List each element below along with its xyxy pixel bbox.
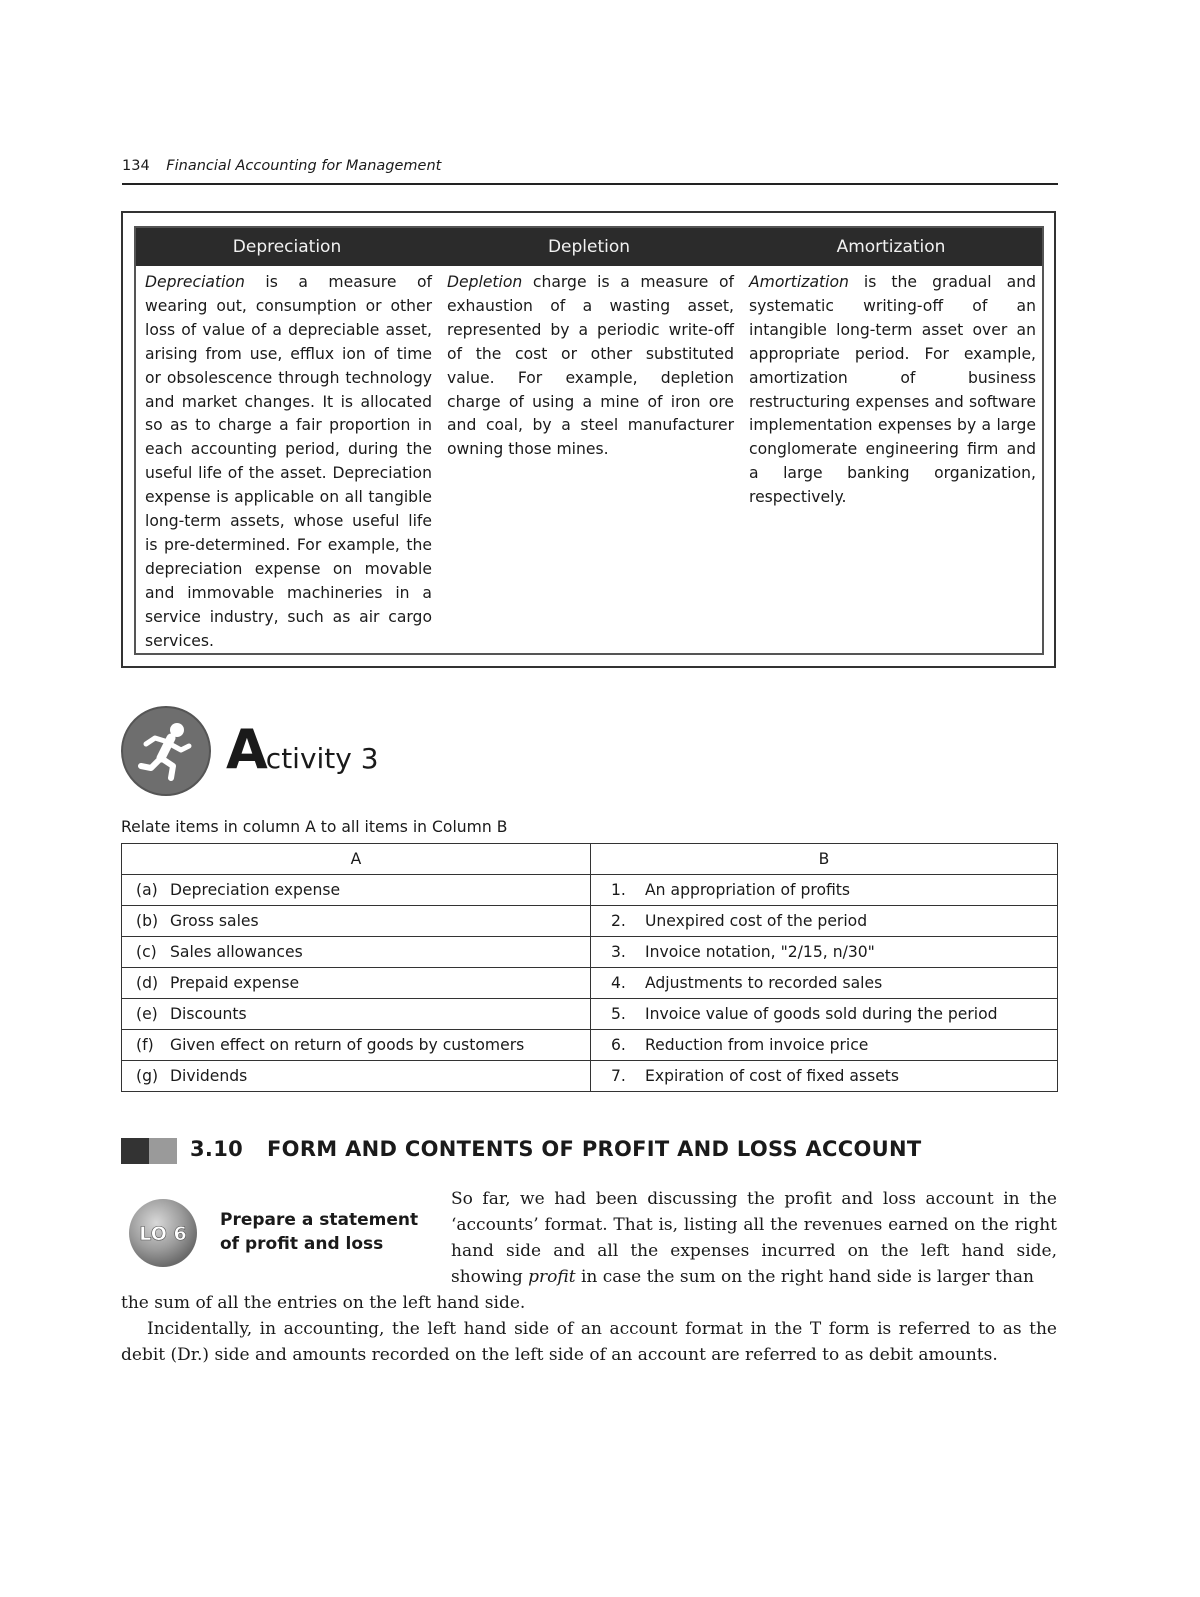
- column-b-cell: [591, 906, 1058, 937]
- table-header-row: [122, 844, 1058, 875]
- item-text: Invoice value of goods sold during the period: [645, 1005, 998, 1023]
- column-b-cell: [591, 875, 1058, 906]
- learning-objective: [220, 1208, 418, 1256]
- item-number: 5.: [611, 1005, 626, 1023]
- book-title: Financial Accounting for Management: [166, 158, 442, 174]
- paragraph-1-continuation: the sum of all the entries on the left hand side.: [121, 1293, 526, 1313]
- item-number: 7.: [611, 1067, 626, 1085]
- column-b-header: B: [591, 844, 1058, 875]
- column-a-cell: [122, 875, 591, 906]
- column-a-cell: [122, 906, 591, 937]
- table-row: [122, 968, 1058, 999]
- paragraph-1-part-a: So far, we had been discussing the profit and loss account in the ‘accounts’ format. That is, listing all the revenues earned on the right hand side and all the expenses incurred on the left hand side, showing: [451, 1189, 1057, 1287]
- lo-badge-text: LO 6: [139, 1223, 187, 1245]
- header-amortization: Amortization: [836, 237, 946, 257]
- item-number: 1.: [611, 881, 626, 899]
- item-text: Reduction from invoice price: [645, 1036, 869, 1054]
- column-b-cell: [591, 1061, 1058, 1092]
- running-figure-icon: [121, 706, 211, 796]
- column-b-cell: [591, 999, 1058, 1030]
- item-label: (c): [136, 943, 157, 961]
- table-row: [122, 875, 1058, 906]
- paragraph-1-part-b: in case the sum on the right hand side is larger than: [575, 1267, 1034, 1287]
- item-number: 2.: [611, 912, 626, 930]
- table-row: [122, 1061, 1058, 1092]
- activity-instruction: Relate items in column A to all items in Column B: [121, 818, 508, 836]
- activity-number: 3: [360, 742, 379, 775]
- paragraph-2: Incidentally, in accounting, the left hand side of an account format in the T form is referred to as the debit (Dr.) side and amounts recorded on the left side of an account are referred to as debit amounts.: [121, 1319, 1057, 1365]
- item-label: (g): [136, 1067, 159, 1085]
- term-amortization: Amortization: [749, 273, 849, 291]
- lo-line-2: of profit and loss: [220, 1234, 384, 1254]
- page-number: 134: [122, 158, 150, 174]
- item-text: Dividends: [170, 1067, 248, 1085]
- amortization-description: [749, 271, 1036, 510]
- section-title: FORM AND CONTENTS OF PROFIT AND LOSS ACCOUNT: [267, 1137, 922, 1161]
- paragraph-1-emphasis: profit: [528, 1267, 576, 1287]
- item-text: Expiration of cost of fixed assets: [645, 1067, 900, 1085]
- section-number: 3.10: [190, 1137, 244, 1161]
- column-b-cell: [591, 937, 1058, 968]
- item-text: An appropriation of profits: [645, 881, 851, 899]
- item-label: (f): [136, 1036, 154, 1054]
- item-label: (b): [136, 912, 159, 930]
- item-text: Given effect on return of goods by customers: [170, 1036, 525, 1054]
- column-b-cell: [591, 1030, 1058, 1061]
- activity-title: [226, 718, 379, 781]
- item-text: Prepaid expense: [170, 974, 300, 992]
- column-a-cell: [122, 1030, 591, 1061]
- section-marker-dark: [121, 1138, 149, 1164]
- depletion-text: charge is a measure of exhaustion of a wasting asset, represented by a periodic write-off of the cost or other substituted value. For example, depletion charge of using a mine of iron ore and coal, by a steel manufacturer owning those mines.: [447, 273, 734, 459]
- column-a-cell: [122, 937, 591, 968]
- column-b-cell: [591, 968, 1058, 999]
- paragraph-1: [451, 1186, 1057, 1290]
- item-label: (d): [136, 974, 159, 992]
- header-rule: [122, 183, 1058, 185]
- table-row: [122, 1030, 1058, 1061]
- table-row: [122, 999, 1058, 1030]
- section-heading: [190, 1137, 921, 1161]
- depletion-description: [447, 271, 734, 462]
- matching-table: [121, 843, 1058, 1092]
- item-number: 3.: [611, 943, 626, 961]
- lo-line-1: Prepare a statement: [220, 1210, 419, 1230]
- item-text: Gross sales: [170, 912, 259, 930]
- term-depreciation: Depreciation: [145, 273, 245, 291]
- item-text: Unexpired cost of the period: [645, 912, 868, 930]
- item-number: 6.: [611, 1036, 626, 1054]
- depreciation-text: is a measure of wearing out, consumption or other loss of value of a depreciable asset, arising from use, efflux ion of time or obsolescence through technology and market changes. It is allocated so as to charge a fair proportion in each accounting period, during the useful life of the asset. Depreciation expense is applicable on all tangible long-term assets, whose useful life is pre-determined. For example, the depreciation expense on movable and immovable machineries in a service industry, such as air cargo services.: [145, 273, 432, 650]
- activity-word: ctivity: [265, 742, 352, 775]
- comparison-header: [136, 228, 1042, 266]
- item-text: Discounts: [170, 1005, 247, 1023]
- term-depletion: Depletion: [447, 273, 523, 291]
- item-label: (e): [136, 1005, 158, 1023]
- column-a-cell: [122, 968, 591, 999]
- column-a-header: A: [122, 844, 591, 875]
- column-a-cell: [122, 999, 591, 1030]
- depreciation-description: [145, 271, 432, 654]
- header-depreciation: Depreciation: [232, 237, 342, 257]
- activity-initial: A: [226, 718, 266, 781]
- item-text: Sales allowances: [170, 943, 303, 961]
- table-row: [122, 937, 1058, 968]
- item-label: (a): [136, 881, 158, 899]
- header-depletion: Depletion: [547, 237, 631, 257]
- running-header: [122, 158, 441, 174]
- item-number: 4.: [611, 974, 626, 992]
- item-text: Invoice notation, "2/15, n/30": [645, 943, 875, 961]
- amortization-text: is the gradual and systematic writing-off of an intangible long-term asset over an appropriate period. For example, amortization of business restructuring expenses and software implementation expenses by a large conglomerate engineering firm and a large banking organization, respectively.: [749, 273, 1036, 507]
- column-a-cell: [122, 1061, 591, 1092]
- item-text: Adjustments to recorded sales: [645, 974, 883, 992]
- item-text: Depreciation expense: [170, 881, 341, 899]
- table-row: [122, 906, 1058, 937]
- section-marker-light: [149, 1138, 177, 1164]
- learning-objective-badge: [128, 1198, 198, 1268]
